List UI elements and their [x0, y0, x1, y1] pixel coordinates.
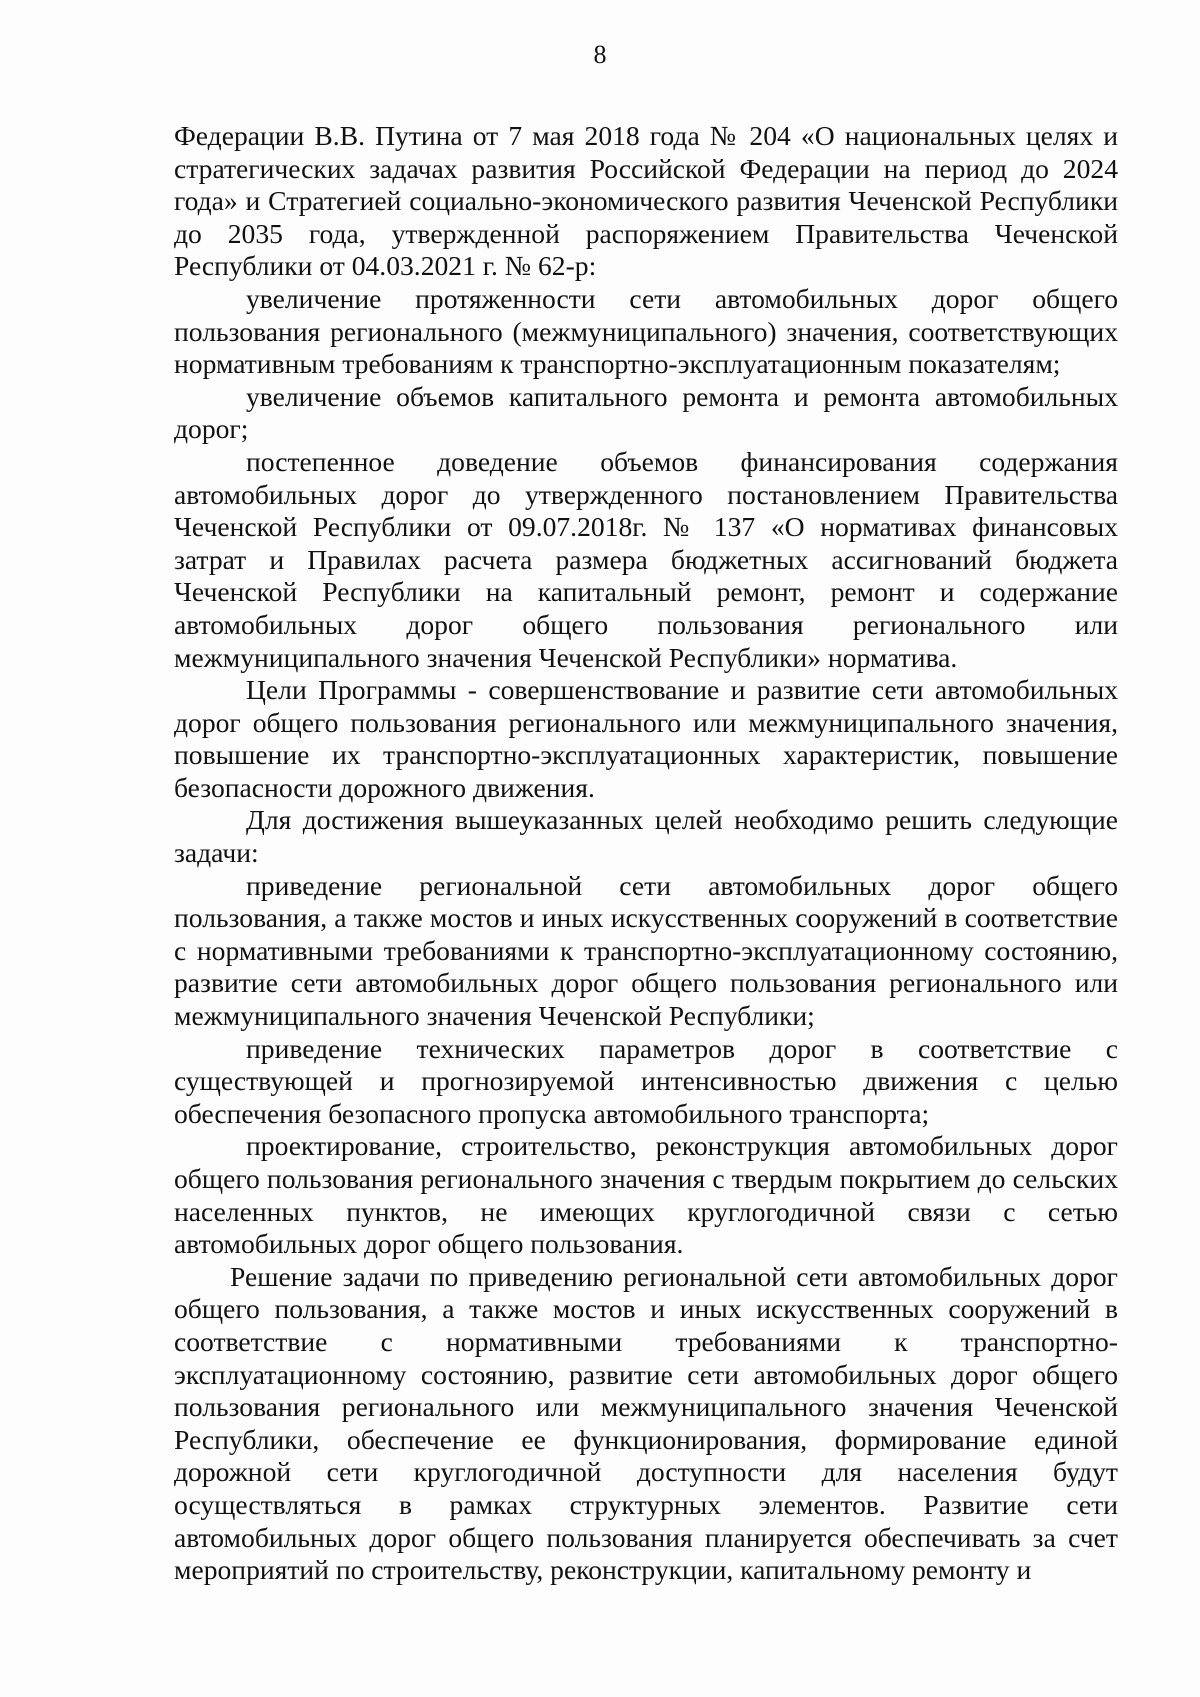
paragraph-goal-financing: постепенное доведение объемов финансирования содержания автомобильных дорог до утвержденного постановлением Правительства Чеченской Республики от 09.07.2018г. № 137 «О нормативах финансовых затрат и Правилах расчета размера бюджетных ассигнований бюджета Чеченской Республики на капитальный ремонт, ремонт и содержание автомобильных дорог общего пользования регионального или межмуниципального значения Чеченской Республики» норматива. — [174, 445, 1118, 673]
paragraph-tasks-intro: Для достижения вышеуказанных целей необходимо решить следующие задачи: — [174, 804, 1118, 869]
paragraph-task-regional-network: приведение региональной сети автомобильных дорог общего пользования, а также мостов и иных искусственных сооружений в соответствие с нормативными требованиями к транспортно-эксплуатационному состоянию, развитие сети автомобильных дорог общего пользования регионального или межмуниципального значения Чеченской Республики; — [174, 869, 1118, 1032]
paragraph-continuation: Федерации В.В. Путина от 7 мая 2018 года № 204 «О национальных целях и стратегических задачах развития Российской Федерации на период до 2024 года» и Стратегией социально-экономического развития Чеченской Республики до 2035 года, утвержденной распоряжением Правительства Чеченской Республики от 04.03.2021 г. № 62-р: — [174, 120, 1118, 282]
paragraph-task-design-construction: проектирование, строительство, реконструкция автомобильных дорог общего пользования регионального значения с твердым покрытием до сельских населенных пунктов, не имеющих круглогодичной связи с сетью автомобильных дорог общего пользования. — [174, 1130, 1118, 1260]
paragraph-goal-repair-volume: увеличение объемов капитального ремонта и ремонта автомобильных дорог; — [174, 380, 1118, 445]
paragraph-task-technical-parameters: приведение технических параметров дорог в соответствие с существующей и прогнозируемой интенсивностью движения с целью обеспечения безопасного пропуска автомобильного транспорта; — [174, 1032, 1118, 1129]
page-number: 8 — [593, 40, 607, 69]
document-body — [174, 120, 1118, 1587]
paragraph-goal-network-length: увеличение протяженности сети автомобильных дорог общего пользования регионального (межмуниципального) значения, соответствующих нормативным требованиям к транспортно-эксплуатационным показателям; — [174, 282, 1118, 380]
paragraph-program-goals: Цели Программы - совершенствование и развитие сети автомобильных дорог общего пользования регионального или межмуниципального значения, повышение их транспортно-эксплуатационных характеристик, повышение безопасности дорожного движения. — [174, 674, 1118, 803]
paragraph-task-solution: Решение задачи по приведению региональной сети автомобильных дорог общего пользования, а также мостов и иных искусственных сооружений в соответствие с нормативными требованиями к транспортно-эксплуатационному состоянию, развитие сети автомобильных дорог общего пользования регионального или межмуниципального значения Чеченской Республики, обеспечение ее функционирования, формирование единой дорожной сети круглогодичной доступности для населения будут осуществляться в рамках структурных элементов. Развитие сети автомобильных дорог общего пользования планируется обеспечивать за счет мероприятий по строительству, реконструкции, капитальному ремонту и — [174, 1260, 1118, 1586]
